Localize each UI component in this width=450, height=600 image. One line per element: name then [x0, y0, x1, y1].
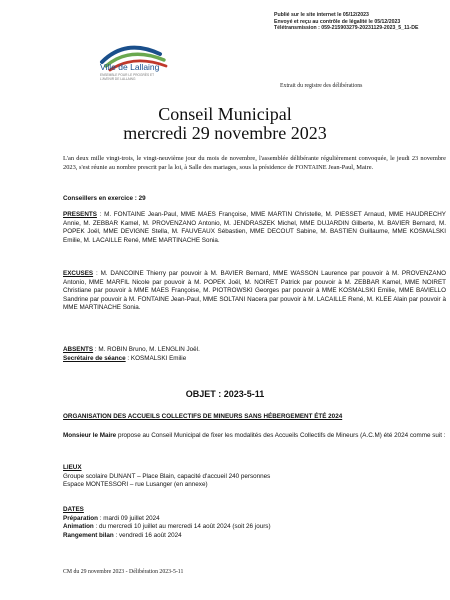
- date-1-value: : mardi 09 juillet 2024: [98, 514, 160, 522]
- proposal-text: propose au Conseil Municipal de fixer les modalités des Accueils Collectifs de Mineurs (A.C.M) été 2024 comme suit :: [116, 432, 446, 439]
- presents-section: [63, 211, 446, 245]
- excuses-text: : M. DANCOINE Thierry par pouvoir à M. BAVIER Bernard, MME WASSON Laurence par pouvoir à M. PROVENZANO Antonio, MME MARFIL Nicole par pouvoir à M. POPEK Joël, M. NOIRET Patrick par pouvoir à M. ZEBBAR Kamel, MME NOIRET Christiane par pouvoir à MME MAES Françoise, M. PIOTROWSKI Georges par pouvoir à MME KOSMALSKI Emilie, MME BAVIELLO Sandrine par pouvoir à M. FONTAINE Jean-Paul, MME SOLTANI Nacera par pouvoir à M. LACAILLE René, M. KLEE Alain par pouvoir à MME MARTINACHE Sonia.: [63, 270, 446, 312]
- absents-label: ABSENTS: [63, 346, 94, 353]
- lieux-section: [63, 464, 446, 490]
- secretaire-label: Secrétaire de séance: [63, 354, 126, 362]
- date-2-value: : du mercredi 10 juillet au mercredi 14 août 2024 (soit 26 jours): [93, 523, 271, 531]
- document-date: mercredi 29 novembre 2023: [123, 123, 327, 143]
- lieu-2-name: Espace MONTESSORI: [63, 481, 129, 489]
- stamp-line-received: Envoyé et reçu au contrôle de légalité le 05/12/2023: [274, 18, 401, 25]
- lieu-2-detail: – rue Lusanger (en annexe): [128, 481, 208, 489]
- logo-name: Ville de Lallaing: [100, 62, 160, 72]
- intro-paragraph: L'an deux mille vingt-trois, le vingt-neuvième jour du mois de novembre, l'assemblée délibérante régulièrement convoquée, le jeudi 23 novembre 2023, s'est réunie au nombre prescrit par la loi, à Salle des mariages, sous la présidence de FONTAINE Jean-Paul, Maire.: [63, 155, 446, 171]
- presents-text: : M. FONTAINE Jean-Paul, MME MAES Françoise, MME MARTIN Christelle, M. PIESSET Arnaud, MME HAUDRECHY Annie, M. ZEBBAR Kamel, M. PROVENZANO Antonio, M. JENDRASZEK Michel, MME DUJARDIN Gilberte, M. BAVIER Bernard, M. POPEK Joël, MME DEVIGNE Stella, M. FAUVEAUX Sébastien, MME DECOUT Sabine, M. BASTIEN Guillaume, MME KOSMALSKI Emilie, M. LACAILLE René, MME MARTINACHE Sonia.: [63, 211, 446, 244]
- absents-text: : M. ROBIN Bruno, M. LENGLIN Joël.: [93, 346, 200, 353]
- document-title: Conseil Municipal: [158, 104, 292, 124]
- lieu-1-name: Groupe scolaire DUNANT: [63, 472, 136, 480]
- stamp-line-published: Publié sur le site internet le 05/12/2023: [274, 12, 369, 18]
- excuses-section: [63, 270, 446, 313]
- proposal-lead: Monsieur le Maire: [63, 432, 117, 439]
- date-3-value: : vendredi 16 août 2024: [113, 531, 182, 539]
- date-3-label: Rangement bilan: [63, 531, 114, 539]
- dates-heading: DATES: [63, 506, 84, 513]
- date-1-label: Préparation: [63, 514, 98, 522]
- stamp-line-transmission: Télétransmission : 059-215903279-20231129-2023_5_11-DE: [274, 25, 419, 32]
- page-footer: CM du 29 novembre 2023 - Délibération 2023-5-11: [63, 569, 184, 575]
- lieux-heading: LIEUX: [63, 464, 82, 471]
- extract-label: Extrait du registre des délibérations: [280, 83, 363, 89]
- objet-heading: OBJET : 2023-5-11: [185, 389, 265, 399]
- proposal-paragraph: [63, 432, 446, 441]
- legal-stamp: [274, 12, 446, 32]
- conseillers-count: Conseillers en exercice : 29: [63, 195, 146, 202]
- presents-label: PRESENTS: [63, 211, 97, 218]
- lieu-1-detail: – Place Blain, capacité d'accueil 240 personnes: [135, 472, 271, 480]
- dates-section: [63, 506, 446, 540]
- subject-heading: ORGANISATION DES ACCUEILS COLLECTIFS DE MINEURS SANS HÉBERGEMENT ÉTÉ 2024: [63, 413, 343, 420]
- logo-tagline: ENSEMBLE POUR LE PROGRÈS ET L'AVENIR DE LALLAING: [100, 73, 154, 82]
- secretaire-text: : KOSMALSKI Emilie: [125, 354, 187, 362]
- date-2-label: Animation: [63, 523, 94, 531]
- absents-section: [63, 346, 446, 363]
- excuses-label: EXCUSES: [63, 270, 94, 277]
